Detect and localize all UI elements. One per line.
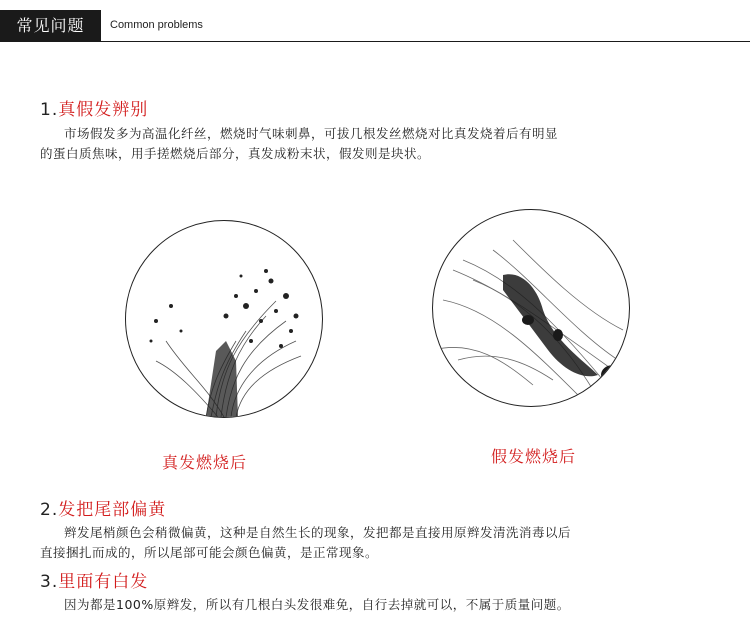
section-3-line-1: 因为都是100%原辫发，所以有几根白头发很难免，自行去掉就可以，不属于质量问题。 xyxy=(64,597,570,612)
section-3-title: 里面有白发 xyxy=(58,572,149,592)
section-1-line-2: 的蛋白质焦味，用手搓燃烧后部分，真发成粉末状，假发则是块状。 xyxy=(40,146,431,161)
section-header-subtitle: Common problems xyxy=(110,19,203,31)
section-3-heading xyxy=(40,572,148,592)
header-divider xyxy=(101,41,750,42)
section-2-body xyxy=(40,523,710,563)
section-2-number: 2. xyxy=(40,500,59,520)
section-header-title: 常见问题 xyxy=(0,10,101,42)
section-1-heading xyxy=(40,100,148,120)
fake-hair-caption: 假发燃烧后 xyxy=(491,447,577,466)
section-2-heading xyxy=(40,500,166,520)
burnt-real-hair-photo xyxy=(125,220,323,418)
section-3-body xyxy=(40,595,710,615)
section-1-title: 真假发辨别 xyxy=(58,100,149,120)
burnt-fake-hair-illustration xyxy=(433,210,629,406)
section-2-title: 发把尾部偏黄 xyxy=(58,500,167,520)
section-2-line-1: 辫发尾梢颜色会稍微偏黄，这种是自然生长的现象，发把都是直接用原辫发清洗消毒以后 xyxy=(64,525,572,540)
burnt-fake-hair-photo xyxy=(432,209,630,407)
section-1-line-1: 市场假发多为高温化纤丝，燃烧时气味刺鼻，可拔几根发丝燃烧对比真发烧着后有明显 xyxy=(64,126,559,141)
section-3-number: 3. xyxy=(40,572,59,592)
section-1-body xyxy=(40,124,710,164)
section-2-line-2: 直接捆扎而成的，所以尾部可能会颜色偏黄，是正常现象。 xyxy=(40,545,379,560)
real-hair-caption: 真发燃烧后 xyxy=(162,453,248,472)
section-1-number: 1. xyxy=(40,100,59,120)
page-header xyxy=(0,0,750,42)
burnt-real-hair-illustration xyxy=(126,221,322,417)
